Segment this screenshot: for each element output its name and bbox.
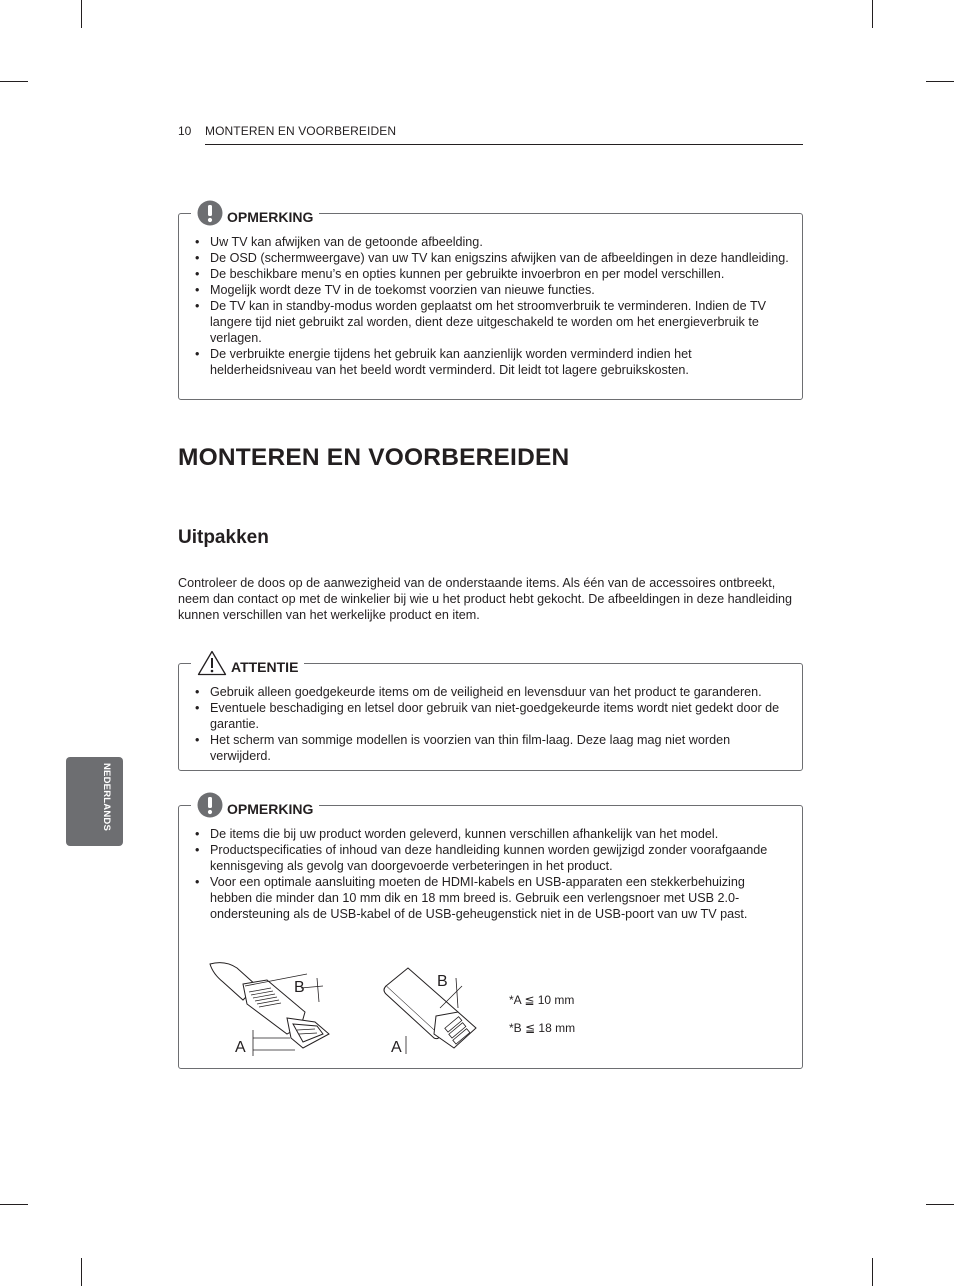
page-title: MONTEREN EN VOORBEREIDEN <box>178 444 570 471</box>
intro-paragraph: Controleer de doos op de aanwezigheid van de onderstaande items. Als één van de accessoires ontbreekt, neem dan contact op met de winkelier bij wie u het product hebt gekocht. De afbeeldingen in deze handleiding kunnen verschillen van het werkelijke product en item. <box>178 576 793 622</box>
crop-mark <box>926 1204 954 1205</box>
section-subtitle: Uitpakken <box>178 527 269 548</box>
dimension-label-b: B <box>294 979 305 996</box>
language-side-tab <box>66 757 123 846</box>
crop-mark <box>81 1258 82 1286</box>
crop-mark <box>0 81 28 82</box>
exclamation-circle-icon <box>197 200 223 226</box>
note-list <box>193 826 790 922</box>
page-number: 10 <box>178 124 192 138</box>
crop-mark <box>872 1258 873 1286</box>
dimension-label-a: A <box>235 1039 246 1056</box>
crop-mark <box>81 0 82 28</box>
note-heading <box>191 792 319 818</box>
note-label: OPMERKING <box>227 801 314 817</box>
note-label: OPMERKING <box>227 209 314 225</box>
list-item: • Uw TV kan afwijken van de getoonde afbeelding. <box>193 234 790 250</box>
list-item: • Voor een optimale aansluiting moeten de HDMI-kabels en USB-apparaten een stekkerbehuizing hebben die minder dan 10 mm dik en 18 mm breed is. Gebruik een verlengsnoer met USB 2.0-ondersteuning als de USB-kabel of de USB-geheugenstick niet in de USB-poort van uw TV past. <box>193 874 790 922</box>
crop-mark <box>0 1204 28 1205</box>
note-list <box>193 234 790 378</box>
side-tab-label: NEDERLANDS <box>101 763 112 831</box>
caution-heading <box>191 650 304 676</box>
list-item: • De beschikbare menu’s en opties kunnen per gebruikte invoerbron en per model verschillen. <box>193 266 790 282</box>
list-item: • De verbruikte energie tijdens het gebruik kan aanzienlijk worden verminderd indien het helderheidsniveau van het beeld wordt verminderd. Dit leidt tot lagere gebruikskosten. <box>193 346 790 378</box>
exclamation-circle-icon <box>197 792 223 818</box>
hdmi-connector-illustration <box>205 958 340 1058</box>
note-heading <box>191 200 319 226</box>
list-item: • De TV kan in standby-modus worden geplaatst om het stroomverbruik te verminderen. Indien de TV langere tijd niet gebruikt zal worden, dient deze uitgeschakeld te worden om het energieverbruik te verlagen. <box>193 298 790 346</box>
dimension-label-a: A <box>391 1039 402 1056</box>
list-item: • De OSD (schermweergave) van uw TV kan enigszins afwijken van de afbeeldingen in deze handleiding. <box>193 250 790 266</box>
header-section-title: MONTEREN EN VOORBEREIDEN <box>205 124 397 138</box>
list-item: • Het scherm van sommige modellen is voorzien van thin film-laag. Deze laag mag niet worden verwijderd. <box>193 732 790 764</box>
caution-list <box>193 684 790 764</box>
caution-box <box>178 659 803 771</box>
header-rule <box>205 144 803 145</box>
caution-label: ATTENTIE <box>231 659 299 675</box>
crop-mark <box>872 0 873 28</box>
usb-stick-illustration <box>378 964 488 1058</box>
list-item: • Gebruik alleen goedgekeurde items om de veiligheid en levensduur van het product te garanderen. <box>193 684 790 700</box>
spec-a: *A ≦ 10 mm <box>509 993 575 1007</box>
list-item: • Productspecificaties of inhoud van deze handleiding kunnen worden gewijzigd zonder voorafgaande kennisgeving als gevolg van doorgevoerde verbeteringen in het product. <box>193 842 790 874</box>
note-box <box>178 209 803 400</box>
list-item: • De items die bij uw product worden geleverd, kunnen verschillen afhankelijk van het model. <box>193 826 790 842</box>
warning-triangle-icon <box>197 650 227 676</box>
crop-mark <box>926 81 954 82</box>
spec-b: *B ≦ 18 mm <box>509 1021 576 1035</box>
list-item: • Eventuele beschadiging en letsel door gebruik van niet-goedgekeurde items wordt niet gedekt door de garantie. <box>193 700 790 732</box>
list-item: • Mogelijk wordt deze TV in de toekomst voorzien van nieuwe functies. <box>193 282 790 298</box>
dimension-label-b: B <box>437 973 448 990</box>
